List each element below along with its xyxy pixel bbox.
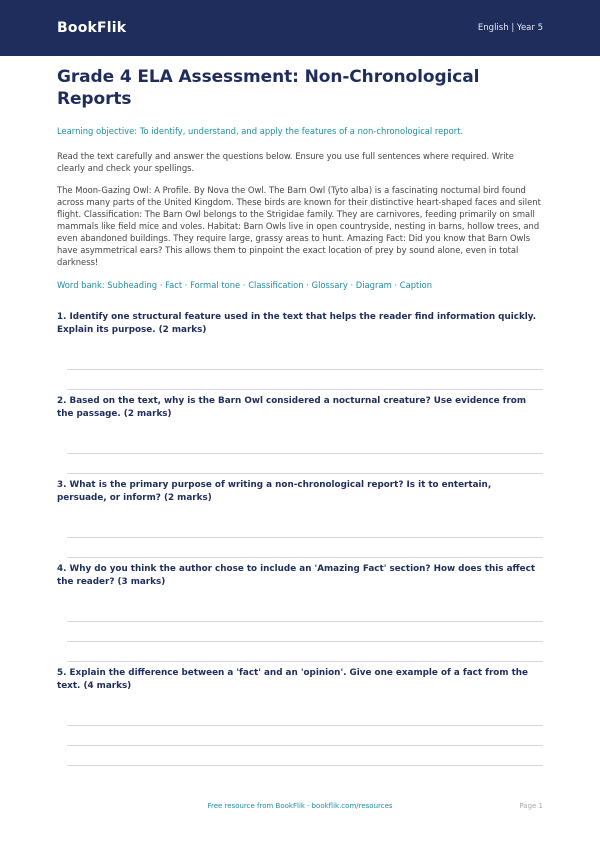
subject-label: English | Year 5	[477, 23, 543, 33]
answer-line[interactable]	[67, 337, 543, 370]
answer-line[interactable]	[67, 370, 543, 390]
question-text: 1. Identify one structural feature used in the text that helps the reader find information quickly. Explain its purpose. (2 marks)	[57, 312, 537, 335]
footer-resource-link[interactable]: Free resource from BookFlik · bookflik.com/resources	[207, 802, 393, 810]
answer-line[interactable]	[67, 726, 543, 746]
word-bank: Word bank: Subheading · Fact · Formal tone · Classification · Glossary · Diagram · Caption	[57, 280, 433, 290]
question-text: 4. Why do you think the author chose to include an 'Amazing Fact' section? How does this affect the reader? (3 marks)	[57, 564, 536, 587]
answer-line[interactable]	[67, 622, 543, 642]
answer-line[interactable]	[67, 538, 543, 558]
question-text: 5. Explain the difference between a 'fact' and an 'opinion'. Give one example of a fact from the text. (4 marks)	[57, 668, 529, 691]
question-text: 3. What is the primary purpose of writing a non-chronological report? Is it to entertain, persuade, or inform? (2 marks)	[57, 480, 492, 503]
answer-line[interactable]	[67, 454, 543, 474]
question-5	[57, 667, 543, 766]
answer-lines[interactable]	[57, 337, 543, 390]
page-title: Grade 4 ELA Assessment: Non-Chronological Reports	[57, 67, 480, 109]
answer-lines[interactable]	[57, 505, 543, 558]
question-3	[57, 479, 543, 558]
question-2	[57, 395, 543, 474]
worksheet-content	[57, 64, 543, 766]
answer-lines[interactable]	[57, 693, 543, 766]
instructions-text: Read the text carefully and answer the questions below. Ensure you use full sentences where required. Write clearly and check your spellings.	[57, 151, 514, 173]
question-1	[57, 311, 543, 390]
answer-lines[interactable]	[57, 421, 543, 474]
answer-line[interactable]	[67, 589, 543, 622]
answer-lines[interactable]	[57, 589, 543, 662]
question-4	[57, 563, 543, 662]
reading-passage: The Moon-Gazing Owl: A Profile. By Nova the Owl. The Barn Owl (Tyto alba) is a fascinating nocturnal bird found across many parts of the United Kingdom. These birds are known for their distinctive heart-shaped faces and silent flight. Classification: The Barn Owl belongs to the Strigidae family. They are carnivores, feeding primarily on small mammals like field mice and voles. Habitat: Barn Owls live in open countryside, nesting in barns, hollow trees, and even abandoned buildings. They require large, grassy areas to hunt. Amazing Fact: Did you know that Barn Owls have asymmetrical ears? This allows them to pinpoint the exact location of prey by sound alone, even in total darkness!	[57, 185, 541, 267]
page-footer	[0, 800, 600, 816]
answer-line[interactable]	[67, 421, 543, 454]
page-header	[0, 0, 600, 56]
answer-line[interactable]	[67, 642, 543, 662]
answer-line[interactable]	[67, 693, 543, 726]
page-number: Page 1	[519, 802, 543, 810]
learning-objective: Learning objective: To identify, understand, and apply the features of a non-chronological report.	[57, 126, 464, 136]
question-text: 2. Based on the text, why is the Barn Owl considered a nocturnal creature? Use evidence from the passage. (2 marks)	[57, 396, 526, 419]
answer-line[interactable]	[67, 746, 543, 766]
answer-line[interactable]	[67, 505, 543, 538]
brand-logo[interactable]: BookFlik	[57, 20, 127, 36]
